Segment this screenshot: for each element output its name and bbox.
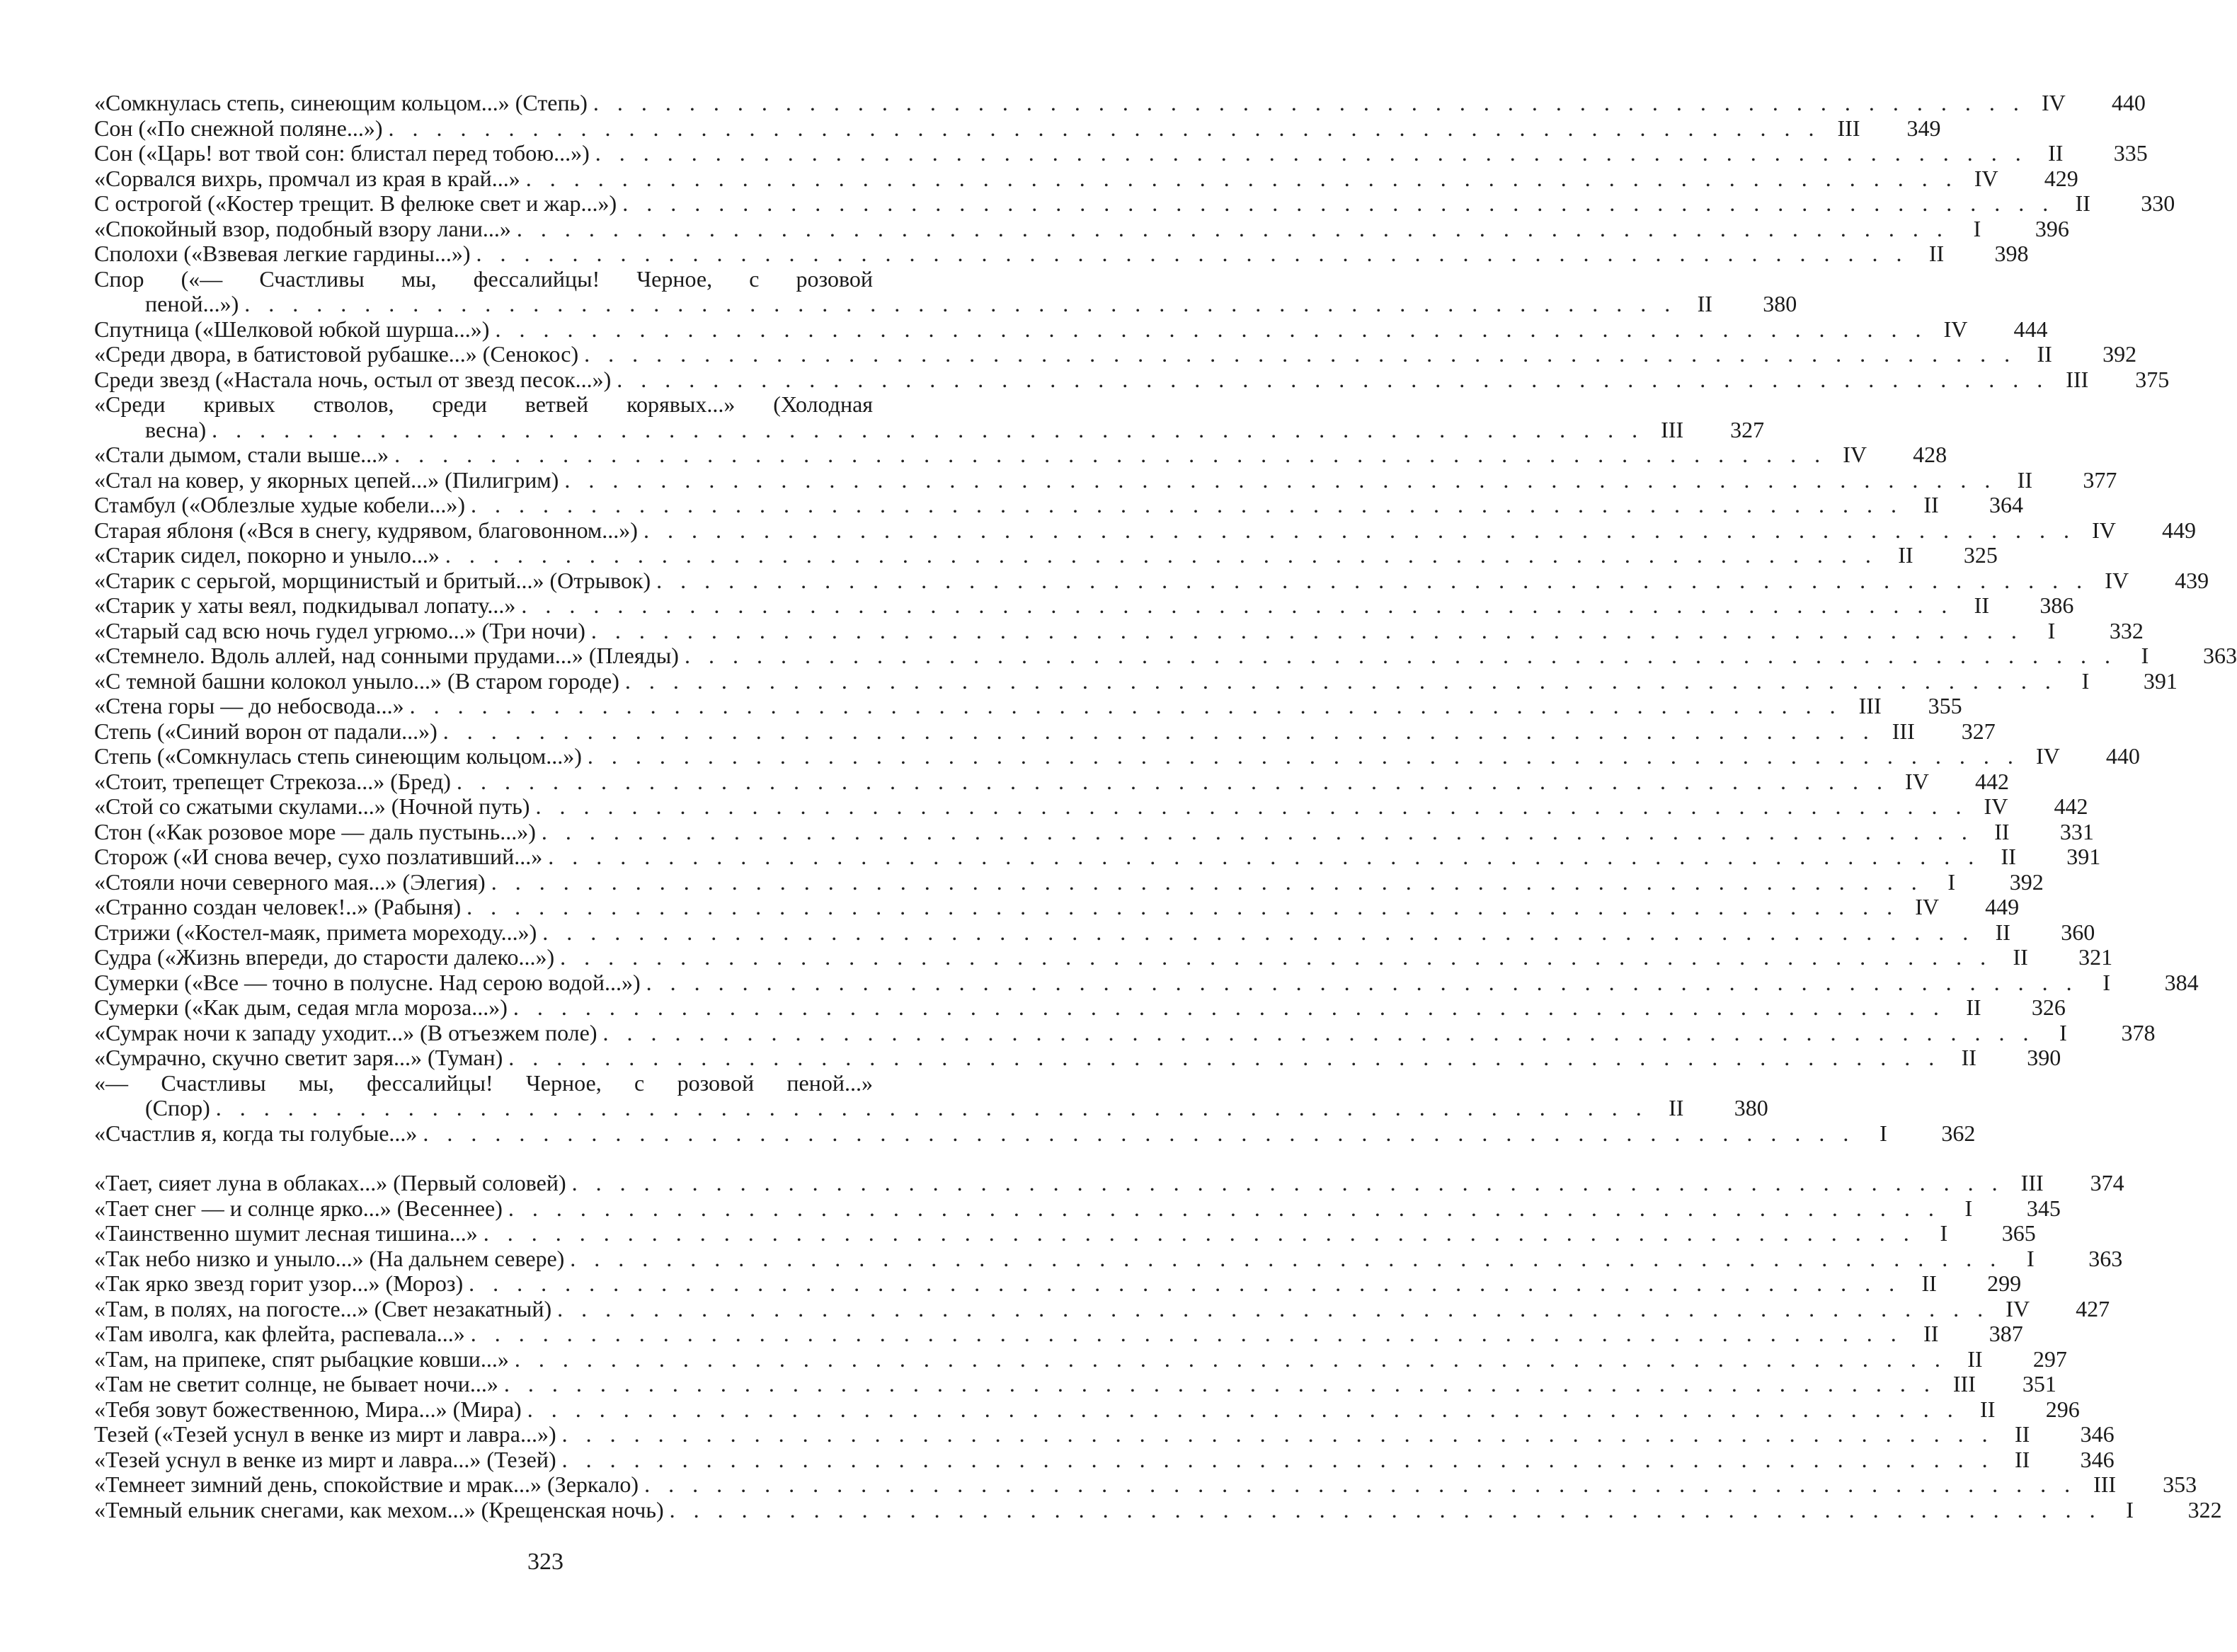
entry-title: Судра («Жизнь впереди, до старости далеко...») — [94, 944, 555, 970]
entry-page: 375 — [2135, 366, 2170, 392]
index-entry — [94, 140, 2148, 166]
entry-volume: III — [1952, 1371, 1976, 1396]
entry-volume: IV — [2006, 1295, 2030, 1321]
entry-title: Сторож («И снова вечер, сухо позлативший...» — [94, 844, 543, 869]
entry-volume: IV — [1905, 768, 1929, 794]
index-entry — [94, 667, 2178, 694]
index-entry — [94, 793, 2088, 820]
leader-dots: . . . . . . . . . . . . . . . . . . . . . . . . . . . . . . . . . . . . . . . . . . . . . . . . . . . . . . . . . . . . — [483, 1220, 1916, 1246]
entry-page: 325 — [1963, 542, 1998, 568]
entry-title: «Стемнело. Вдоль аллей, над сонными прудами...» (Плеяды) — [94, 643, 679, 668]
index-entry — [94, 693, 1962, 719]
entry-volume: I — [2047, 617, 2056, 643]
entry-volume: I — [2102, 969, 2110, 995]
index-entry — [94, 466, 2117, 493]
leader-dots: . . . . . . . . . . . . . . . . . . . . . . . . . . . . . . . . . . . . . . . . . . . . . . . . . . . . . . . . . . . . — [564, 466, 1997, 493]
entry-volume: II — [2037, 341, 2052, 367]
index-entry — [94, 1446, 2115, 1473]
index-entry — [94, 1295, 2110, 1322]
entry-page: 349 — [1906, 115, 1941, 141]
entry-title: «Таинственно шумит лесная тишина...» — [94, 1220, 478, 1246]
entry-page: 332 — [2109, 617, 2144, 643]
index-entry — [94, 868, 2044, 895]
leader-dots: . . . . . . . . . . . . . . . . . . . . . . . . . . . . . . . . . . . . . . . . . . . . . . . . . . . . . . . . . . . . — [624, 667, 2057, 694]
entry-volume: IV — [2041, 90, 2066, 115]
leader-dots: . . . . . . . . . . . . . . . . . . . . . . . . . . . . . . . . . . . . . . . . . . . . . . . . . . . . . . . . . . . . — [514, 1346, 1947, 1372]
entry-title: «Там не светит солнце, не бывает ночи...» — [94, 1371, 498, 1396]
entry-page: 380 — [1734, 1095, 1768, 1120]
entry-title: «Стояли ночи северного мая...» (Элегия) — [94, 868, 486, 895]
leader-dots: . . . . . . . . . . . . . . . . . . . . . . . . . . . . . . . . . . . . . . . . . . . . . . . . . . . . . . . . . . . . — [516, 215, 1949, 241]
index-entry — [94, 617, 2144, 644]
entry-page: 427 — [2076, 1295, 2110, 1321]
leader-dots: . . . . . . . . . . . . . . . . . . . . . . . . . . . . . . . . . . . . . . . . . . . . . . . . . . . . . . . . . . . . — [561, 1421, 1994, 1447]
leader-dots: . . . . . . . . . . . . . . . . . . . . . . . . . . . . . . . . . . . . . . . . . . . . . . . . . . . . . . . . . . . . — [470, 1321, 1903, 1346]
leader-dots: . . . . . . . . . . . . . . . . . . . . . . . . . . . . . . . . . . . . . . . . . . . . . . . . . . . . . . . . . . . . — [542, 919, 1975, 945]
index-entry — [94, 165, 2078, 192]
index-entry — [94, 894, 2020, 920]
leader-dots: . . . . . . . . . . . . . . . . . . . . . . . . . . . . . . . . . . . . . . . . . . . . . . . . . . . . . . . . . . . . — [617, 366, 2049, 392]
leader-dots: . . . . . . . . . . . . . . . . . . . . . . . . . . . . . . . . . . . . . . . . . . . . . . . . . . . . . . . . . . . . — [561, 1446, 1994, 1472]
entry-page: 360 — [2061, 919, 2095, 945]
entry-volume: II — [2014, 1446, 2030, 1472]
index-entry — [94, 341, 2137, 367]
page-number: 323 — [527, 1549, 563, 1575]
entry-title: «Там, в полях, на погосте...» (Свет незакатный) — [94, 1295, 552, 1321]
entry-volume: II — [1928, 241, 1945, 266]
index-entry — [94, 844, 2101, 870]
entry-volume: I — [2081, 667, 2090, 694]
entry-title: «Так небо низко и уныло...» (На дальнем севере) — [94, 1245, 565, 1271]
entry-volume: II — [1980, 1396, 1996, 1422]
entry-page: 440 — [2111, 90, 2146, 115]
leader-dots: . . . . . . . . . . . . . . . . . . . . . . . . . . . . . . . . . . . . . . . . . . . . . . . . . . . . . . . . . . . . — [456, 768, 1889, 794]
leader-dots: . . . . . . . . . . . . . . . . . . . . . . . . . . . . . . . . . . . . . . . . . . . . . . . . . . . . . . . . . . . . — [244, 291, 1677, 316]
entry-title: «Старик у хаты веял, подкидывал лопату...» — [94, 592, 516, 618]
leader-dots: . . . . . . . . . . . . . . . . . . . . . . . . . . . . . . . . . . . . . . . . . . . . . . . . . . . . . . . . . . . . — [535, 793, 1968, 819]
leader-dots: . . . . . . . . . . . . . . . . . . . . . . . . . . . . . . . . . . . . . . . . . . . . . . . . . . . . . . . . . . . . — [409, 693, 1842, 718]
index-entry — [94, 1396, 2080, 1423]
entry-title-continuation: пеной...») — [145, 291, 239, 316]
entry-title: «Спокойный взор, подобный взору лани...» — [94, 215, 511, 241]
leader-dots: . . . . . . . . . . . . . . . . . . . . . . . . . . . . . . . . . . . . . . . . . . . . . . . . . . . . . . . . . . . . — [525, 165, 1958, 191]
entry-volume: I — [1973, 215, 1981, 241]
entry-title: «Стал на ковер, у якорных цепей...» (Пилигрим) — [94, 466, 559, 493]
entry-volume: III — [2093, 1472, 2117, 1497]
entry-title: «Стена горы — до небосвода...» — [94, 693, 404, 718]
entry-page: 362 — [1941, 1120, 1976, 1146]
index-entry-line — [94, 392, 1014, 418]
entry-page: 297 — [2032, 1346, 2067, 1372]
index-entry — [94, 1220, 2036, 1246]
entry-title: «Среди двора, в батистовой рубашке...» (Сенокос) — [94, 341, 579, 367]
index-entry — [94, 442, 1947, 468]
entry-title: «Стали дымом, стали выше...» — [94, 442, 389, 467]
entry-volume: II — [1961, 1045, 1976, 1070]
entry-page: 321 — [2078, 944, 2113, 970]
entry-volume: III — [1858, 693, 1882, 718]
entry-title: «Сомкнулась степь, синеющим кольцом...» (Степь) — [94, 90, 588, 115]
entry-title: Степь («Синий ворон от падали...») — [94, 718, 437, 744]
entry-page: 351 — [2022, 1371, 2056, 1396]
index-entry — [94, 90, 2146, 116]
entry-title: «Стоит, трепещет Стрекоза...» (Бред) — [94, 768, 451, 794]
entry-volume: II — [2075, 190, 2090, 216]
entry-volume: II — [1669, 1095, 1684, 1120]
leader-dots: . . . . . . . . . . . . . . . . . . . . . . . . . . . . . . . . . . . . . . . . . . . . . . . . . . . . . . . . . . . . — [467, 894, 1899, 919]
index-entry-line — [94, 267, 1014, 292]
entry-page: 374 — [2090, 1170, 2124, 1195]
entry-title: С острогой («Костер трещит. В фелюке свет и жар...») — [94, 190, 617, 216]
leader-dots: . . . . . . . . . . . . . . . . . . . . . . . . . . . . . . . . . . . . . . . . . . . . . . . . . . . . . . . . . . . . — [571, 1170, 2004, 1195]
entry-page: 377 — [2083, 466, 2117, 493]
entry-volume: II — [1966, 994, 1981, 1020]
entry-page: 364 — [1989, 492, 2023, 517]
entry-page: 346 — [2080, 1446, 2115, 1472]
index-section — [94, 1170, 2222, 1522]
leader-dots: . . . . . . . . . . . . . . . . . . . . . . . . . . . . . . . . . . . . . . . . . . . . . . . . . . . . . . . . . . . . — [593, 90, 2025, 115]
leader-dots: . . . . . . . . . . . . . . . . . . . . . . . . . . . . . . . . . . . . . . . . . . . . . . . . . . . . . . . . . . . . — [590, 617, 2023, 643]
entry-title: «Тает, сияет луна в облаках...» (Первый соловей) — [94, 1170, 566, 1195]
entry-page: 330 — [2141, 190, 2175, 216]
leader-dots: . . . . . . . . . . . . . . . . . . . . . . . . . . . . . . . . . . . . . . . . . . . . . . . . . . . . . . . . . . . . — [212, 416, 1644, 442]
entry-page: 391 — [2066, 844, 2101, 869]
entry-volume: IV — [2092, 517, 2116, 543]
leader-dots: . . . . . . . . . . . . . . . . . . . . . . . . . . . . . . . . . . . . . . . . . . . . . . . . . . . . . . . . . . . . — [423, 1120, 1855, 1146]
entry-page: 326 — [2031, 994, 2066, 1020]
entry-page: 442 — [1974, 768, 2009, 794]
index-entry — [94, 643, 2237, 669]
index-entry — [94, 1195, 2061, 1222]
entry-title: Спутница («Шелковой юбкой шурша...») — [94, 316, 490, 342]
entry-page: 439 — [2175, 567, 2209, 593]
index-entry — [94, 994, 2066, 1021]
leader-dots: . . . . . . . . . . . . . . . . . . . . . . . . . . . . . . . . . . . . . . . . . . . . . . . . . . . . . . . . . . . . — [476, 241, 1909, 266]
entry-volume: IV — [1943, 316, 1968, 342]
index-entry — [94, 944, 2113, 970]
index-entry — [94, 567, 2209, 594]
leader-dots: . . . . . . . . . . . . . . . . . . . . . . . . . . . . . . . . . . . . . . . . . . . . . . . . . . . . . . . . . . . . — [527, 1396, 1959, 1422]
entry-page: 296 — [2045, 1396, 2080, 1422]
entry-page: 327 — [1961, 718, 1996, 744]
entry-volume: II — [2014, 1421, 2030, 1447]
index-entry — [94, 517, 2196, 544]
entry-page: 386 — [2039, 592, 2074, 618]
leader-dots: . . . . . . . . . . . . . . . . . . . . . . . . . . . . . . . . . . . . . . . . . . . . . . . . . . . . . . . . . . . . — [587, 743, 2020, 769]
index-entry — [94, 190, 2175, 217]
entry-volume: I — [2141, 643, 2149, 668]
index-section — [94, 90, 2237, 1146]
entry-title-continuation: весна) — [145, 416, 207, 442]
entry-volume: II — [1994, 818, 2010, 844]
index-entry — [94, 1245, 2123, 1272]
leader-dots: . . . . . . . . . . . . . . . . . . . . . . . . . . . . . . . . . . . . . . . . . . . . . . . . . . . . . . . . . . . . — [557, 1295, 1990, 1321]
index-entry — [94, 743, 2140, 769]
index-entry — [94, 592, 2074, 619]
index-entry — [94, 115, 1941, 142]
leader-dots: . . . . . . . . . . . . . . . . . . . . . . . . . . . . . . . . . . . . . . . . . . . . . . . . . . . . . . . . . . . . — [521, 592, 1954, 618]
leader-dots: . . . . . . . . . . . . . . . . . . . . . . . . . . . . . . . . . . . . . . . . . . . . . . . . . . . . . . . . . . . . — [684, 643, 2117, 668]
entry-page: 331 — [2059, 818, 2094, 844]
entry-title: Сон («Царь! вот твой сон: блистал перед тобою...») — [94, 140, 590, 166]
index-entry — [94, 215, 2069, 242]
index-entry — [94, 768, 2009, 795]
entry-volume: II — [1923, 1321, 1939, 1346]
leader-dots: . . . . . . . . . . . . . . . . . . . . . . . . . . . . . . . . . . . . . . . . . . . . . . . . . . . . . . . . . . . . — [656, 567, 2089, 593]
entry-volume: IV — [1974, 165, 1998, 191]
leader-dots: . . . . . . . . . . . . . . . . . . . . . . . . . . . . . . . . . . . . . . . . . . . . . . . . . . . . . . . . . . . . — [508, 1195, 1940, 1221]
leader-dots: . . . . . . . . . . . . . . . . . . . . . . . . . . . . . . . . . . . . . . . . . . . . . . . . . . . . . . . . . . . . — [495, 316, 1928, 342]
index-of-titles — [94, 90, 2237, 1522]
entry-volume: II — [1974, 592, 1989, 618]
entry-volume: II — [2048, 140, 2064, 166]
entry-title: Сполохи («Взвевая легкие гардины...») — [94, 241, 471, 266]
entry-title: «Сорвался вихрь, промчал из края в край...» — [94, 165, 520, 191]
entry-title: «Сумрак ночи к западу уходит...» (В отъезжем поле) — [94, 1019, 597, 1045]
entry-page: 392 — [2102, 341, 2137, 367]
entry-volume: III — [2066, 366, 2089, 392]
entry-title: «— Счастливы мы, фессалийцы! Черное, с розовой пеной...» — [94, 1069, 873, 1096]
entry-title: «Темный ельник снегами, как мехом...» (Крещенская ночь) — [94, 1496, 664, 1522]
leader-dots: . . . . . . . . . . . . . . . . . . . . . . . . . . . . . . . . . . . . . . . . . . . . . . . . . . . . . . . . . . . . — [541, 818, 1974, 844]
leader-dots: . . . . . . . . . . . . . . . . . . . . . . . . . . . . . . . . . . . . . . . . . . . . . . . . . . . . . . . . . . . . — [470, 492, 1903, 517]
entry-title: Спор («— Счастливы мы, фессалийцы! Черное, с розовой — [94, 265, 873, 292]
entry-volume: IV — [1915, 894, 1940, 919]
entry-volume: IV — [2035, 743, 2060, 769]
entry-page: 428 — [1913, 442, 1947, 467]
entry-title: «Там, на припеке, спят рыбацкие ковши...» — [94, 1346, 509, 1372]
entry-volume: II — [2017, 466, 2032, 493]
entry-volume: IV — [2105, 567, 2129, 593]
entry-title: Сумерки («Как дым, седая мгла мороза...») — [94, 994, 508, 1020]
entry-volume: II — [1898, 542, 1913, 568]
entry-volume: IV — [1984, 793, 2008, 819]
entry-title: «Среди кривых стволов, среди ветвей корявых...» (Холодная — [94, 391, 873, 417]
entry-title: «Тебя зовут божественною, Мира...» (Мира) — [94, 1396, 522, 1422]
entry-volume: III — [1661, 416, 1684, 442]
entry-page: 353 — [2163, 1472, 2197, 1497]
index-entry — [94, 291, 1797, 317]
entry-title: Степь («Сомкнулась степь синеющим кольцом...») — [94, 743, 582, 769]
entry-title-continuation: (Спор) — [145, 1095, 210, 1120]
leader-dots: . . . . . . . . . . . . . . . . . . . . . . . . . . . . . . . . . . . . . . . . . . . . . . . . . . . . . . . . . . . . — [669, 1496, 2102, 1522]
entry-page: 387 — [1989, 1321, 2023, 1346]
leader-dots: . . . . . . . . . . . . . . . . . . . . . . . . . . . . . . . . . . . . . . . . . . . . . . . . . . . . . . . . . . . . — [646, 969, 2078, 995]
entry-title: Сумерки («Все — точно в полусне. Над серою водой...») — [94, 969, 641, 995]
index-entry — [94, 492, 2023, 518]
entry-title: Стамбул («Облезлые худые кобели...») — [94, 492, 465, 517]
entry-title: Старая яблоня («Вся в снегу, кудрявом, благовонном...») — [94, 517, 638, 543]
entry-page: 391 — [2143, 667, 2178, 694]
leader-dots: . . . . . . . . . . . . . . . . . . . . . . . . . . . . . . . . . . . . . . . . . . . . . . . . . . . . . . . . . . . . — [643, 517, 2076, 543]
index-entry — [94, 1321, 2023, 1347]
index-entry — [94, 1472, 2197, 1498]
entry-title: «Странно создан человек!..» (Рабыня) — [94, 894, 462, 919]
entry-title: «Тает снег — и солнце ярко...» (Весеннее) — [94, 1195, 503, 1221]
entry-title: «Сумрачно, скучно светит заря...» (Туман) — [94, 1045, 503, 1070]
entry-page: 327 — [1730, 416, 1765, 442]
entry-title: Сон («По снежной поляне...») — [94, 115, 383, 141]
entry-title: «Старик сидел, покорно и уныло...» — [94, 542, 440, 568]
entry-page: 442 — [2054, 793, 2088, 819]
entry-volume: I — [2059, 1019, 2067, 1045]
entry-page: 378 — [2121, 1019, 2156, 1045]
index-entry — [94, 316, 2048, 343]
entry-volume: II — [1995, 919, 2010, 945]
leader-dots: . . . . . . . . . . . . . . . . . . . . . . . . . . . . . . . . . . . . . . . . . . . . . . . . . . . . . . . . . . . . — [548, 844, 1981, 869]
entry-volume: II — [1697, 291, 1712, 316]
index-entry-line — [94, 1071, 1014, 1096]
entry-title: «Так ярко звезд горит узор...» (Мороз) — [94, 1270, 464, 1296]
index-entry — [94, 1371, 2056, 1397]
entry-page: 398 — [1994, 241, 2029, 266]
entry-volume: II — [2013, 944, 2028, 970]
leader-dots: . . . . . . . . . . . . . . . . . . . . . . . . . . . . . . . . . . . . . . . . . . . . . . . . . . . . . . . . . . . . — [394, 442, 1827, 467]
entry-page: 345 — [2026, 1195, 2061, 1221]
entry-volume: III — [1837, 115, 1860, 141]
entry-volume: IV — [1843, 442, 1867, 467]
leader-dots: . . . . . . . . . . . . . . . . . . . . . . . . . . . . . . . . . . . . . . . . . . . . . . . . . . . . . . . . . . . . — [442, 718, 1875, 744]
entry-volume: I — [1964, 1195, 1973, 1221]
entry-page: 444 — [2013, 316, 2048, 342]
index-entry — [94, 818, 2094, 845]
entry-title: «С темной башни колокол уныло...» (В старом городе) — [94, 667, 619, 694]
entry-title: «Темнеет зимний день, спокойствие и мрак...» (Зеркало) — [94, 1472, 639, 1497]
index-entry — [94, 1019, 2156, 1046]
leader-dots: . . . . . . . . . . . . . . . . . . . . . . . . . . . . . . . . . . . . . . . . . . . . . . . . . . . . . . . . . . . . — [445, 542, 1877, 568]
entry-volume: I — [1940, 1220, 1948, 1246]
entry-page: 429 — [2044, 165, 2078, 191]
entry-title: «Старик с серьгой, морщинистый и бритый...» (Отрывок) — [94, 567, 651, 593]
entry-title: Тезей («Тезей уснул в венке из мирт и лавра...») — [94, 1421, 556, 1447]
index-entry — [94, 1120, 1976, 1147]
leader-dots: . . . . . . . . . . . . . . . . . . . . . . . . . . . . . . . . . . . . . . . . . . . . . . . . . . . . . . . . . . . . — [508, 1045, 1941, 1070]
leader-dots: . . . . . . . . . . . . . . . . . . . . . . . . . . . . . . . . . . . . . . . . . . . . . . . . . . . . . . . . . . . . — [491, 868, 1923, 895]
index-entry — [94, 1095, 1768, 1121]
leader-dots: . . . . . . . . . . . . . . . . . . . . . . . . . . . . . . . . . . . . . . . . . . . . . . . . . . . . . . . . . . . . — [622, 190, 2055, 216]
index-entry — [94, 718, 1996, 745]
entry-title: Стрижи («Костел-маяк, примета мореходу...») — [94, 919, 537, 945]
leader-dots: . . . . . . . . . . . . . . . . . . . . . . . . . . . . . . . . . . . . . . . . . . . . . . . . . . . . . . . . . . . . — [513, 994, 1945, 1020]
entry-title: Среди звезд («Настала ночь, остыл от звезд песок...») — [94, 366, 612, 392]
entry-page: 440 — [2105, 743, 2140, 769]
leader-dots: . . . . . . . . . . . . . . . . . . . . . . . . . . . . . . . . . . . . . . . . . . . . . . . . . . . . . . . . . . . . — [215, 1095, 1648, 1120]
leader-dots: . . . . . . . . . . . . . . . . . . . . . . . . . . . . . . . . . . . . . . . . . . . . . . . . . . . . . . . . . . . . — [560, 944, 1993, 970]
leader-dots: . . . . . . . . . . . . . . . . . . . . . . . . . . . . . . . . . . . . . . . . . . . . . . . . . . . . . . . . . . . . — [602, 1019, 2035, 1045]
entry-page: 365 — [2001, 1220, 2036, 1246]
entry-page: 299 — [1987, 1270, 2022, 1296]
leader-dots: . . . . . . . . . . . . . . . . . . . . . . . . . . . . . . . . . . . . . . . . . . . . . . . . . . . . . . . . . . . . — [595, 140, 2027, 166]
leader-dots: . . . . . . . . . . . . . . . . . . . . . . . . . . . . . . . . . . . . . . . . . . . . . . . . . . . . . . . . . . . . — [584, 341, 2017, 367]
entry-page: 449 — [1985, 894, 2020, 919]
entry-page: 380 — [1763, 291, 1797, 316]
entry-volume: II — [1967, 1346, 1983, 1372]
index-entry — [94, 416, 1765, 443]
entry-volume: I — [1947, 868, 1956, 895]
entry-volume: III — [2020, 1170, 2044, 1195]
entry-volume: II — [2001, 844, 2016, 869]
entry-volume: I — [1880, 1120, 1887, 1146]
entry-page: 390 — [2027, 1045, 2061, 1070]
entry-page: 363 — [2202, 643, 2237, 668]
entry-title: «Старый сад всю ночь гудел угрюмо...» (Три ночи) — [94, 617, 585, 643]
leader-dots: . . . . . . . . . . . . . . . . . . . . . . . . . . . . . . . . . . . . . . . . . . . . . . . . . . . . . . . . . . . . — [388, 115, 1821, 141]
leader-dots: . . . . . . . . . . . . . . . . . . . . . . . . . . . . . . . . . . . . . . . . . . . . . . . . . . . . . . . . . . . . — [570, 1245, 2003, 1271]
index-entry — [94, 1496, 2222, 1523]
entry-title: Стон («Как розовое море — даль пустынь...») — [94, 818, 536, 844]
entry-page: 449 — [2161, 517, 2196, 543]
entry-title: «Счастлив я, когда ты голубые...» — [94, 1120, 418, 1146]
entry-volume: I — [2126, 1496, 2134, 1522]
entry-page: 355 — [1928, 693, 1962, 718]
entry-volume: I — [2026, 1245, 2035, 1271]
index-entry — [94, 1170, 2124, 1196]
entry-page: 363 — [2088, 1245, 2123, 1271]
index-entry — [94, 241, 2029, 267]
entry-page: 392 — [2009, 868, 2044, 895]
entry-page: 335 — [2113, 140, 2148, 166]
leader-dots: . . . . . . . . . . . . . . . . . . . . . . . . . . . . . . . . . . . . . . . . . . . . . . . . . . . . . . . . . . . . — [644, 1472, 2077, 1497]
entry-page: 322 — [2187, 1496, 2222, 1522]
index-entry — [94, 366, 2170, 393]
leader-dots: . . . . . . . . . . . . . . . . . . . . . . . . . . . . . . . . . . . . . . . . . . . . . . . . . . . . . . . . . . . . — [469, 1270, 1901, 1296]
entry-page: 396 — [2035, 215, 2069, 241]
index-entry — [94, 919, 2095, 946]
index-entry — [94, 1421, 2115, 1447]
index-entry — [94, 542, 1998, 568]
entry-title: «Там иволга, как флейта, распевала...» — [94, 1321, 465, 1346]
index-entry — [94, 1270, 2022, 1297]
entry-title: «Тезей уснул в венке из мирт и лавра...» (Тезей) — [94, 1446, 556, 1472]
entry-volume: II — [1923, 492, 1939, 517]
index-entry — [94, 1045, 2061, 1071]
index-entry — [94, 1346, 2067, 1372]
index-entry — [94, 969, 2199, 996]
entry-title: «Стой со сжатыми скулами...» (Ночной путь) — [94, 793, 530, 819]
entry-page: 346 — [2080, 1421, 2115, 1447]
entry-page: 384 — [2164, 969, 2199, 995]
entry-volume: II — [1921, 1270, 1937, 1296]
entry-volume: III — [1892, 718, 1915, 744]
leader-dots: . . . . . . . . . . . . . . . . . . . . . . . . . . . . . . . . . . . . . . . . . . . . . . . . . . . . . . . . . . . . — [503, 1371, 1936, 1396]
